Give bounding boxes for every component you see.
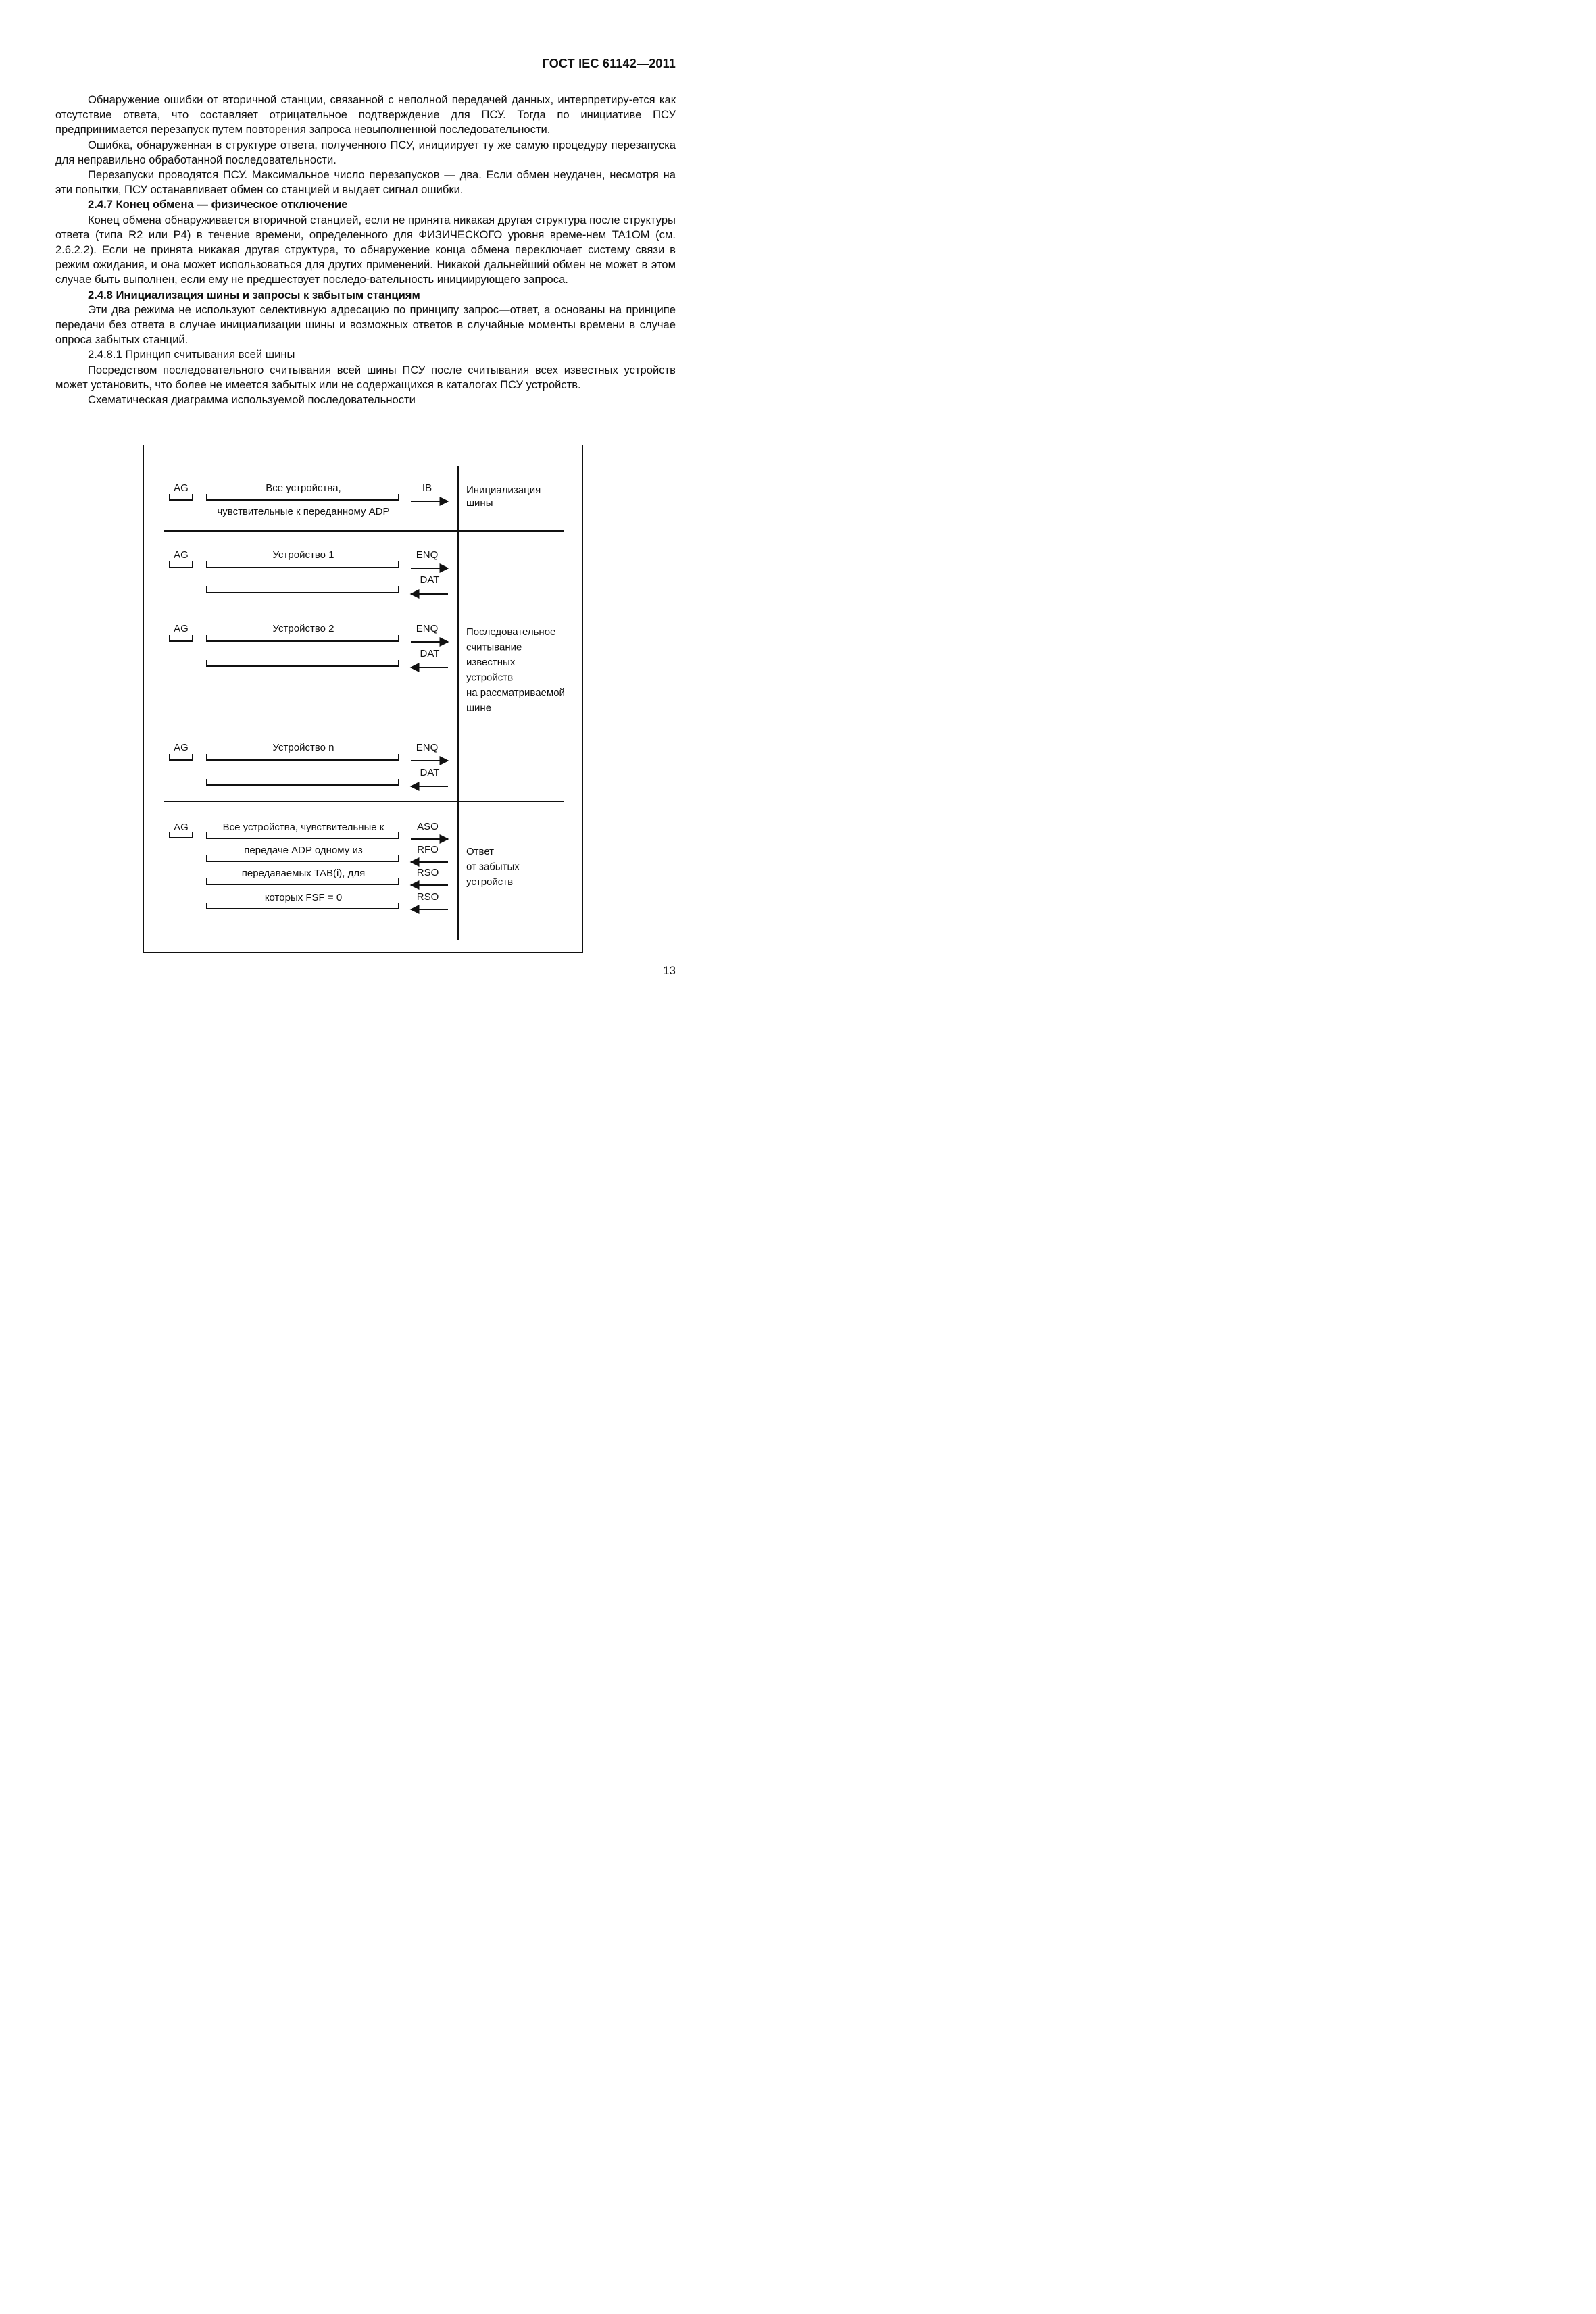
section-heading: 2.4.7 Конец обмена — физическое отключение (88, 198, 348, 211)
paragraph: Посредством последовательного считывания всей шины ПСУ после считывания всех известных устройств может установить, что более не имеется забытых или не содержащихся в каталогах ПСУ устройств. (55, 363, 676, 391)
signal-label: DAT (420, 767, 440, 778)
device-bracket (207, 855, 399, 861)
device-bracket (207, 586, 399, 593)
signal-label: ENQ (416, 623, 439, 634)
device-label: которых FSF = 0 (264, 892, 343, 903)
note-text: считывание (466, 641, 522, 653)
device-bracket (207, 832, 399, 838)
note-text: Ответ (466, 846, 495, 857)
device-label: Устройство n (272, 742, 334, 753)
sequence-diagram-svg (144, 445, 584, 953)
signal-label: ENQ (416, 742, 439, 753)
document-header: ГОСТ IEC 61142—2011 (542, 57, 676, 70)
ag-label: AG (174, 623, 189, 634)
device-bracket (207, 494, 399, 500)
body-text (55, 93, 676, 407)
signal-label: ASO (417, 821, 439, 832)
note-text: от забытых (466, 861, 520, 873)
signal-label: RSO (416, 867, 439, 878)
paragraph: Ошибка, обнаруженная в структуре ответа, полученного ПСУ, инициирует ту же самую процедуру перезапуска для неправильно обработанной последовательности. (55, 138, 676, 166)
signal-label: DAT (420, 648, 440, 659)
device-label: передаваемых TAB(i), для (241, 867, 366, 879)
ag-label: AG (174, 549, 189, 561)
paragraph: Схематическая диаграмма используемой последовательности (88, 393, 416, 407)
device-label: Устройство 2 (272, 623, 334, 634)
page-number: 13 (663, 964, 676, 977)
signal-label: ENQ (416, 549, 439, 561)
ag-label: AG (174, 742, 189, 753)
note-text: устройств (466, 672, 514, 684)
ag-bracket (170, 561, 193, 568)
ag-bracket (170, 494, 193, 500)
section-heading: 2.4.8 Инициализация шины и запросы к забытым станциям (88, 288, 420, 301)
paragraph: 2.4.8.1 Принцип считывания всей шины (88, 348, 295, 361)
device-bracket (207, 660, 399, 666)
note-text: Инициализация (466, 484, 541, 496)
device-label: Все устройства, (266, 482, 341, 494)
device-bracket (207, 754, 399, 760)
device-bracket (207, 561, 399, 568)
note-text: Последовательное (466, 626, 556, 638)
device-label: чувствительные к переданному ADP (217, 506, 390, 518)
ag-bracket (170, 754, 193, 760)
ag-label: AG (174, 822, 189, 833)
ag-bracket (170, 635, 193, 641)
paragraph: Перезапуски проводятся ПСУ. Максимальное число перезапусков — два. Если обмен неудачен, несмотря на эти попытки, ПСУ останавливает обмен со станцией и выдает сигнал ошибки. (55, 168, 676, 197)
paragraph: Эти два режима не используют селективную адресацию по принципу запрос—ответ, а основаны на принципе передачи без ответа в случае инициализации шины и возможных ответов в случайные моменты времени в случае опроса забытых станций. (55, 303, 676, 347)
device-label: передаче ADP одному из (244, 845, 363, 856)
device-label: Устройство 1 (272, 549, 334, 561)
note-text: шине (466, 702, 492, 714)
device-bracket (207, 903, 399, 909)
signal-label: RSO (416, 891, 439, 903)
note-text: известных (466, 657, 516, 668)
ag-label: AG (174, 482, 189, 494)
device-label: Все устройства, чувствительные к (222, 822, 384, 833)
device-bracket (207, 779, 399, 785)
device-bracket (207, 878, 399, 884)
paragraph: Конец обмена обнаруживается вторичной станцией, если не принята никакая другая структура после структуры ответа (типа R2 или P4) в течение времени, определенного для ФИЗИЧЕСКОГО уровня време-нем TA1OM (см. 2.6.2.2). Если не принята никакая другая структура, то обнаружение конца обмена переключает систему связи в режим ожидания, и она может использоваться для других применений. Никакой дальнейший обмен не может в этом случае быть выполнен, если ему не предшествует последо-вательность инициирующего запроса. (55, 213, 676, 286)
signal-label: RFO (417, 844, 439, 855)
note-text: шины (466, 497, 493, 509)
sequence-diagram (143, 445, 583, 953)
signal-label: IB (422, 482, 432, 494)
signal-label: DAT (420, 574, 440, 586)
paragraph: Обнаружение ошибки от вторичной станции, связанной с неполной передачей данных, интерпретиру-ется как отсутствие ответа, что составляет отрицательное подтверждение для ПСУ. Тогда по инициативе ПСУ предпринимается перезапуск путем повторения запроса невыполненной последовательности. (55, 93, 676, 136)
note-text: устройств (466, 876, 514, 888)
device-bracket (207, 635, 399, 641)
note-text: на рассматриваемой (466, 687, 565, 699)
